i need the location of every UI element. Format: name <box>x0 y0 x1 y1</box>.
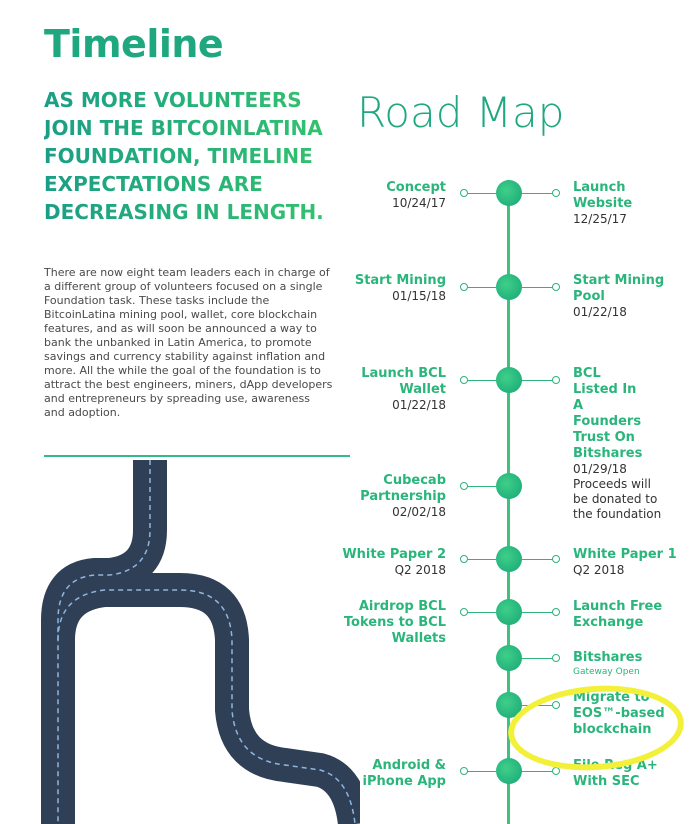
timeline-node <box>496 546 522 572</box>
milestone-white-paper-1 <box>573 547 698 578</box>
connector-dot <box>460 283 468 291</box>
milestone-date: 12/25/17 <box>573 212 627 226</box>
milestone-mobile-app <box>356 758 446 790</box>
timeline-node <box>496 599 522 625</box>
headline: AS MORE VOLUNTEERS JOIN THE BITCOINLATINA FOUNDATION, TIMELINE EXPECTATIONS ARE DECREASING IN LENGTH. <box>44 86 344 226</box>
connector-line <box>522 559 554 560</box>
body-paragraph: There are now eight team leaders each in charge of a different group of volunteers focused on a single Foundation task. These tasks include the BitcoinLatina mining pool, wallet, core blockchain features, and as will soon be announced a way to bank the unbanked in Latin America, to promote savings and currency stability against inflation and more. All the while the goal of the foundation is to attract the best engineers, miners, dApp developers and entrepreneurs by spreading use, awareness and adoption. <box>44 266 333 419</box>
connector-line <box>465 771 496 772</box>
connector-line <box>522 380 554 381</box>
milestone-title: Launch Website <box>573 180 633 211</box>
milestone-title: Launch BCL Wallet <box>361 366 446 397</box>
connector-dot <box>552 283 560 291</box>
milestone-title: Start Mining Pool <box>573 273 665 304</box>
milestone-title: White Paper 1 <box>573 547 677 562</box>
timeline-node <box>496 367 522 393</box>
connector-line <box>522 193 554 194</box>
milestone-date: 02/02/18 <box>392 505 446 519</box>
connector-dot <box>552 189 560 197</box>
milestone-date: 10/24/17 <box>392 196 446 210</box>
milestone-airdrop <box>336 599 446 647</box>
connector-line <box>465 193 496 194</box>
milestone-start-mining <box>306 273 446 304</box>
milestone-founders-trust <box>573 366 668 522</box>
connector-dot <box>460 767 468 775</box>
connector-dot <box>552 654 560 662</box>
milestone-free-exchange <box>573 599 673 631</box>
milestone-title: Start Mining <box>354 273 446 288</box>
milestone-title: File Reg A+ With SEC <box>573 758 658 789</box>
milestone-white-paper-2 <box>306 547 446 578</box>
milestone-title: BCL Listed In A Founders Trust On Bitshares <box>573 366 643 461</box>
connector-dot <box>460 376 468 384</box>
timeline-node <box>496 473 522 499</box>
milestone-title: Concept <box>386 180 446 195</box>
connector-dot <box>460 555 468 563</box>
connector-line <box>465 380 496 381</box>
timeline-node <box>496 180 522 206</box>
road-illustration <box>0 460 360 824</box>
milestone-date: 01/15/18 <box>392 289 446 303</box>
connector-line <box>522 658 554 659</box>
milestone-launch-website <box>573 180 643 227</box>
milestone-title: Bitshares <box>573 650 643 665</box>
milestone-title: Migrate to EOS™-based blockchain <box>573 690 665 737</box>
timeline-node <box>496 758 522 784</box>
milestone-date: 01/29/18 <box>573 462 627 476</box>
connector-dot <box>552 608 560 616</box>
milestone-bitshares <box>573 650 698 678</box>
milestone-title: White Paper 2 <box>342 547 446 562</box>
connector-line <box>465 287 496 288</box>
milestone-mining-pool <box>573 273 678 320</box>
connector-dot <box>552 376 560 384</box>
connector-dot <box>552 555 560 563</box>
milestone-date: Q2 2018 <box>394 563 446 577</box>
connector-line <box>522 287 554 288</box>
connector-line <box>465 612 496 613</box>
timeline-node <box>496 645 522 671</box>
connector-line <box>465 486 496 487</box>
connector-line <box>522 771 554 772</box>
milestone-note: Proceeds will be donated to the foundation <box>573 477 662 521</box>
divider <box>44 455 350 457</box>
connector-dot <box>460 482 468 490</box>
connector-dot <box>460 189 468 197</box>
page-title: Timeline <box>44 22 224 66</box>
roadmap-title: Road Map <box>357 88 565 137</box>
connector-line <box>522 612 554 613</box>
milestone-title: Airdrop BCL Tokens to BCL Wallets <box>343 599 446 646</box>
milestone-date: 01/22/18 <box>573 305 627 319</box>
milestone-title: Launch Free Exchange <box>573 599 663 630</box>
milestone-date: 01/22/18 <box>392 398 446 412</box>
milestone-title: Android & iPhone App <box>362 758 446 789</box>
milestone-launch-wallet <box>356 366 446 413</box>
connector-line <box>465 559 496 560</box>
milestone-date: Q2 2018 <box>573 563 625 577</box>
connector-dot <box>460 608 468 616</box>
milestone-cubecab <box>356 473 446 520</box>
timeline-node <box>496 274 522 300</box>
milestone-title: Cubecab Partnership <box>360 473 446 504</box>
milestone-concept <box>306 180 446 211</box>
milestone-note: Gateway Open <box>573 667 640 677</box>
